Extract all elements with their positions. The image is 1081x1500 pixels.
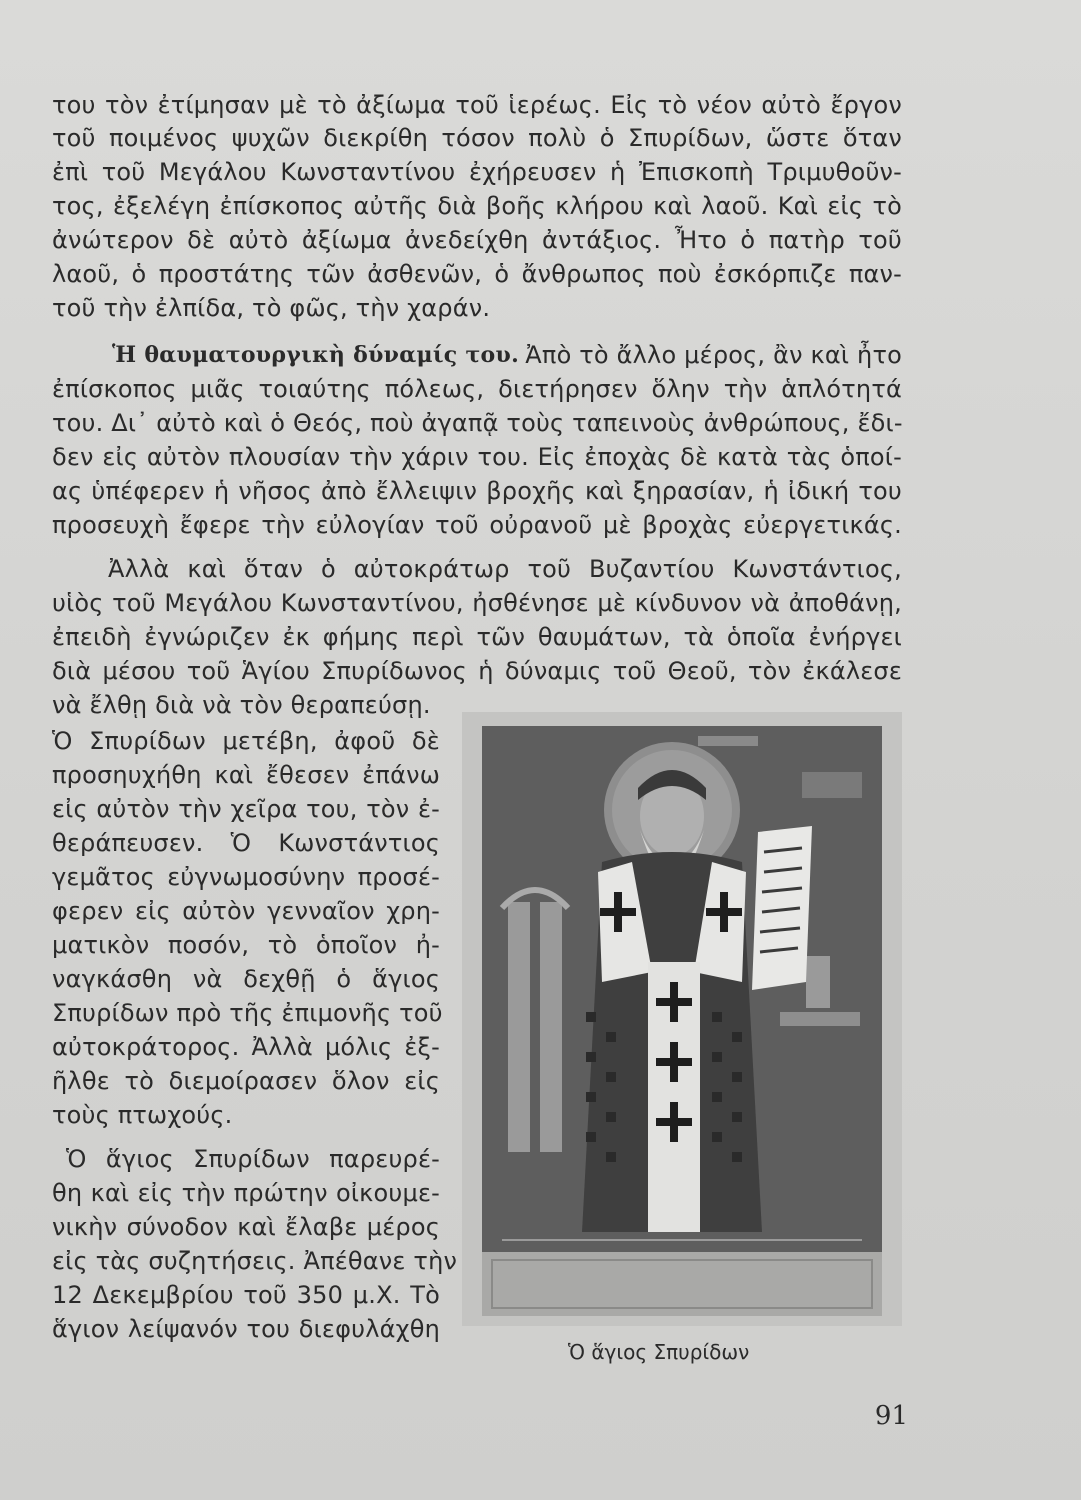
text-line: υἱὸς τοῦ Μεγάλου Κωνσταντίνου, ἠσθένησε μὲ κίνδυνον νὰ ἀποθάνῃ,	[52, 589, 902, 617]
icon-illustration	[462, 712, 902, 1326]
text-line: Ὁ ἅγιος Σπυρίδων παρευρέ-	[66, 1145, 440, 1173]
text-line: τοὺς πτωχούς.	[52, 1101, 233, 1129]
text-line: νικὴν σύνοδον καὶ ἔλαβε μέρος	[52, 1213, 440, 1241]
text-line: Ἀλλὰ καὶ ὅταν ὁ αὐτοκράτωρ τοῦ Βυζαντίου Κωνστάντιος,	[108, 555, 902, 583]
text-line: θεράπευσεν. Ὁ Κωνστάντιος	[52, 829, 440, 857]
page-number: 91	[874, 1401, 908, 1431]
figure-caption: Ὁ ἅγιος Σπυρίδων	[568, 1340, 750, 1364]
text-line: ἐπὶ τοῦ Μεγάλου Κωνσταντίνου ἐχήρευσεν ἡ Ἐπισκοπὴ Τριμυθοῦν-	[52, 158, 902, 186]
text-line: εἰς τὰς συζητήσεις. Ἀπέθανε τὴν	[52, 1247, 458, 1275]
text-line: προσευχὴ ἔφερε τὴν εὐλογίαν τοῦ οὐρανοῦ μὲ βροχὰς εὐεργετικάς.	[52, 511, 902, 539]
text-line: 12 Δεκεμβρίου τοῦ 350 μ.Χ. Τὸ	[52, 1281, 440, 1309]
text-line: ῆλθε τὸ διεμοίρασεν ὅλον εἰς	[52, 1067, 440, 1095]
text-line: ἐπίσκοπος μιᾶς τοιαύτης πόλεως, διετήρησεν ὅλην τὴν ἁπλότητά	[52, 375, 902, 403]
text-line: τος, ἐξελέγη ἐπίσκοπος αὐτῆς διὰ βοῆς κλήρου καὶ λαοῦ. Καὶ εἰς τὸ	[52, 192, 902, 220]
text-line: γεμᾶτος εὐγνωμοσύνην προσέ-	[52, 863, 440, 891]
text-line: ἀνώτερον δὲ αὐτὸ ἀξίωμα ἀνεδείχθη ἀντάξιος. Ἦτο ὁ πατὴρ τοῦ	[52, 226, 902, 254]
text-line: λαοῦ, ὁ προστάτης τῶν ἀσθενῶν, ὁ ἄνθρωπος ποὺ ἐσκόρπιζε παν-	[52, 260, 902, 288]
text-line: τοῦ τὴν ἐλπίδα, τὸ φῶς, τὴν χαράν.	[52, 294, 491, 322]
text-line: προσηυχήθη καὶ ἔθεσεν ἐπάνω	[52, 761, 440, 789]
section-heading: Ἡ θαυματουργικὴ δύναμίς του.	[112, 342, 520, 368]
text-line: ας ὑπέφερεν ἡ νῆσος ἀπὸ ἔλλειψιν βροχῆς καὶ ξηρασίαν, ἡ ἰδική του	[52, 477, 902, 505]
text-line: θη καὶ εἰς τὴν πρώτην οἰκουμε-	[52, 1179, 440, 1207]
section-heading-line	[112, 338, 902, 372]
text-line: δεν εἰς αὐτὸν πλουσίαν τὴν χάριν του. Εἰς ἐποχὰς δὲ κατὰ τὰς ὁποί-	[52, 443, 902, 471]
text-line: Σπυρίδων πρὸ τῆς ἐπιμονῆς τοῦ	[52, 999, 443, 1027]
text-line: αὐτοκράτορος. Ἀλλὰ μόλις ἐξ-	[52, 1033, 440, 1061]
text-line: ἐπειδὴ ἐγνώριζεν ἐκ φήμης περὶ τῶν θαυμάτων, τὰ ὁποῖα ἐνήργει	[52, 623, 902, 651]
text-line: διὰ μέσου τοῦ Ἁγίου Σπυρίδωνος ἡ δύναμις τοῦ Θεοῦ, τὸν ἐκάλεσε	[52, 657, 902, 685]
text-line: Ὁ Σπυρίδων μετέβη, ἀφοῦ δὲ	[52, 727, 440, 755]
text-line: ἅγιον λείψανόν του διεφυλάχθη	[52, 1315, 440, 1343]
saint-spyridon-icon	[462, 712, 902, 1326]
text-line: νὰ ἔλθῃ διὰ νὰ τὸν θεραπεύσῃ.	[52, 691, 431, 719]
text-line: Ἀπὸ τὸ ἄλλο μέρος, ἂν καὶ ἦτο	[525, 341, 902, 369]
text-line: του τὸν ἐτίμησαν μὲ τὸ ἀξίωμα τοῦ ἱερέως. Εἰς τὸ νέον αὐτὸ ἔργον	[52, 91, 902, 119]
text-line: εἰς αὐτὸν τὴν χεῖρα του, τὸν ἐ-	[52, 795, 440, 823]
text-line: τοῦ ποιμένος ψυχῶν διεκρίθη τόσον πολὺ ὁ Σπυρίδων, ὥστε ὅταν	[52, 124, 902, 152]
text-line: ναγκάσθη νὰ δεχθῇ ὁ ἅγιος	[52, 965, 440, 993]
text-line: φερεν εἰς αὐτὸν γενναῖον χρη-	[52, 897, 440, 925]
text-line: ματικὸν ποσόν, τὸ ὁποῖον ἠ-	[52, 931, 440, 959]
text-line: του. Δι᾿ αὐτὸ καὶ ὁ Θεός, ποὺ ἀγαπᾷ τοὺς ταπεινοὺς ἀνθρώπους, ἔδι-	[52, 409, 903, 437]
